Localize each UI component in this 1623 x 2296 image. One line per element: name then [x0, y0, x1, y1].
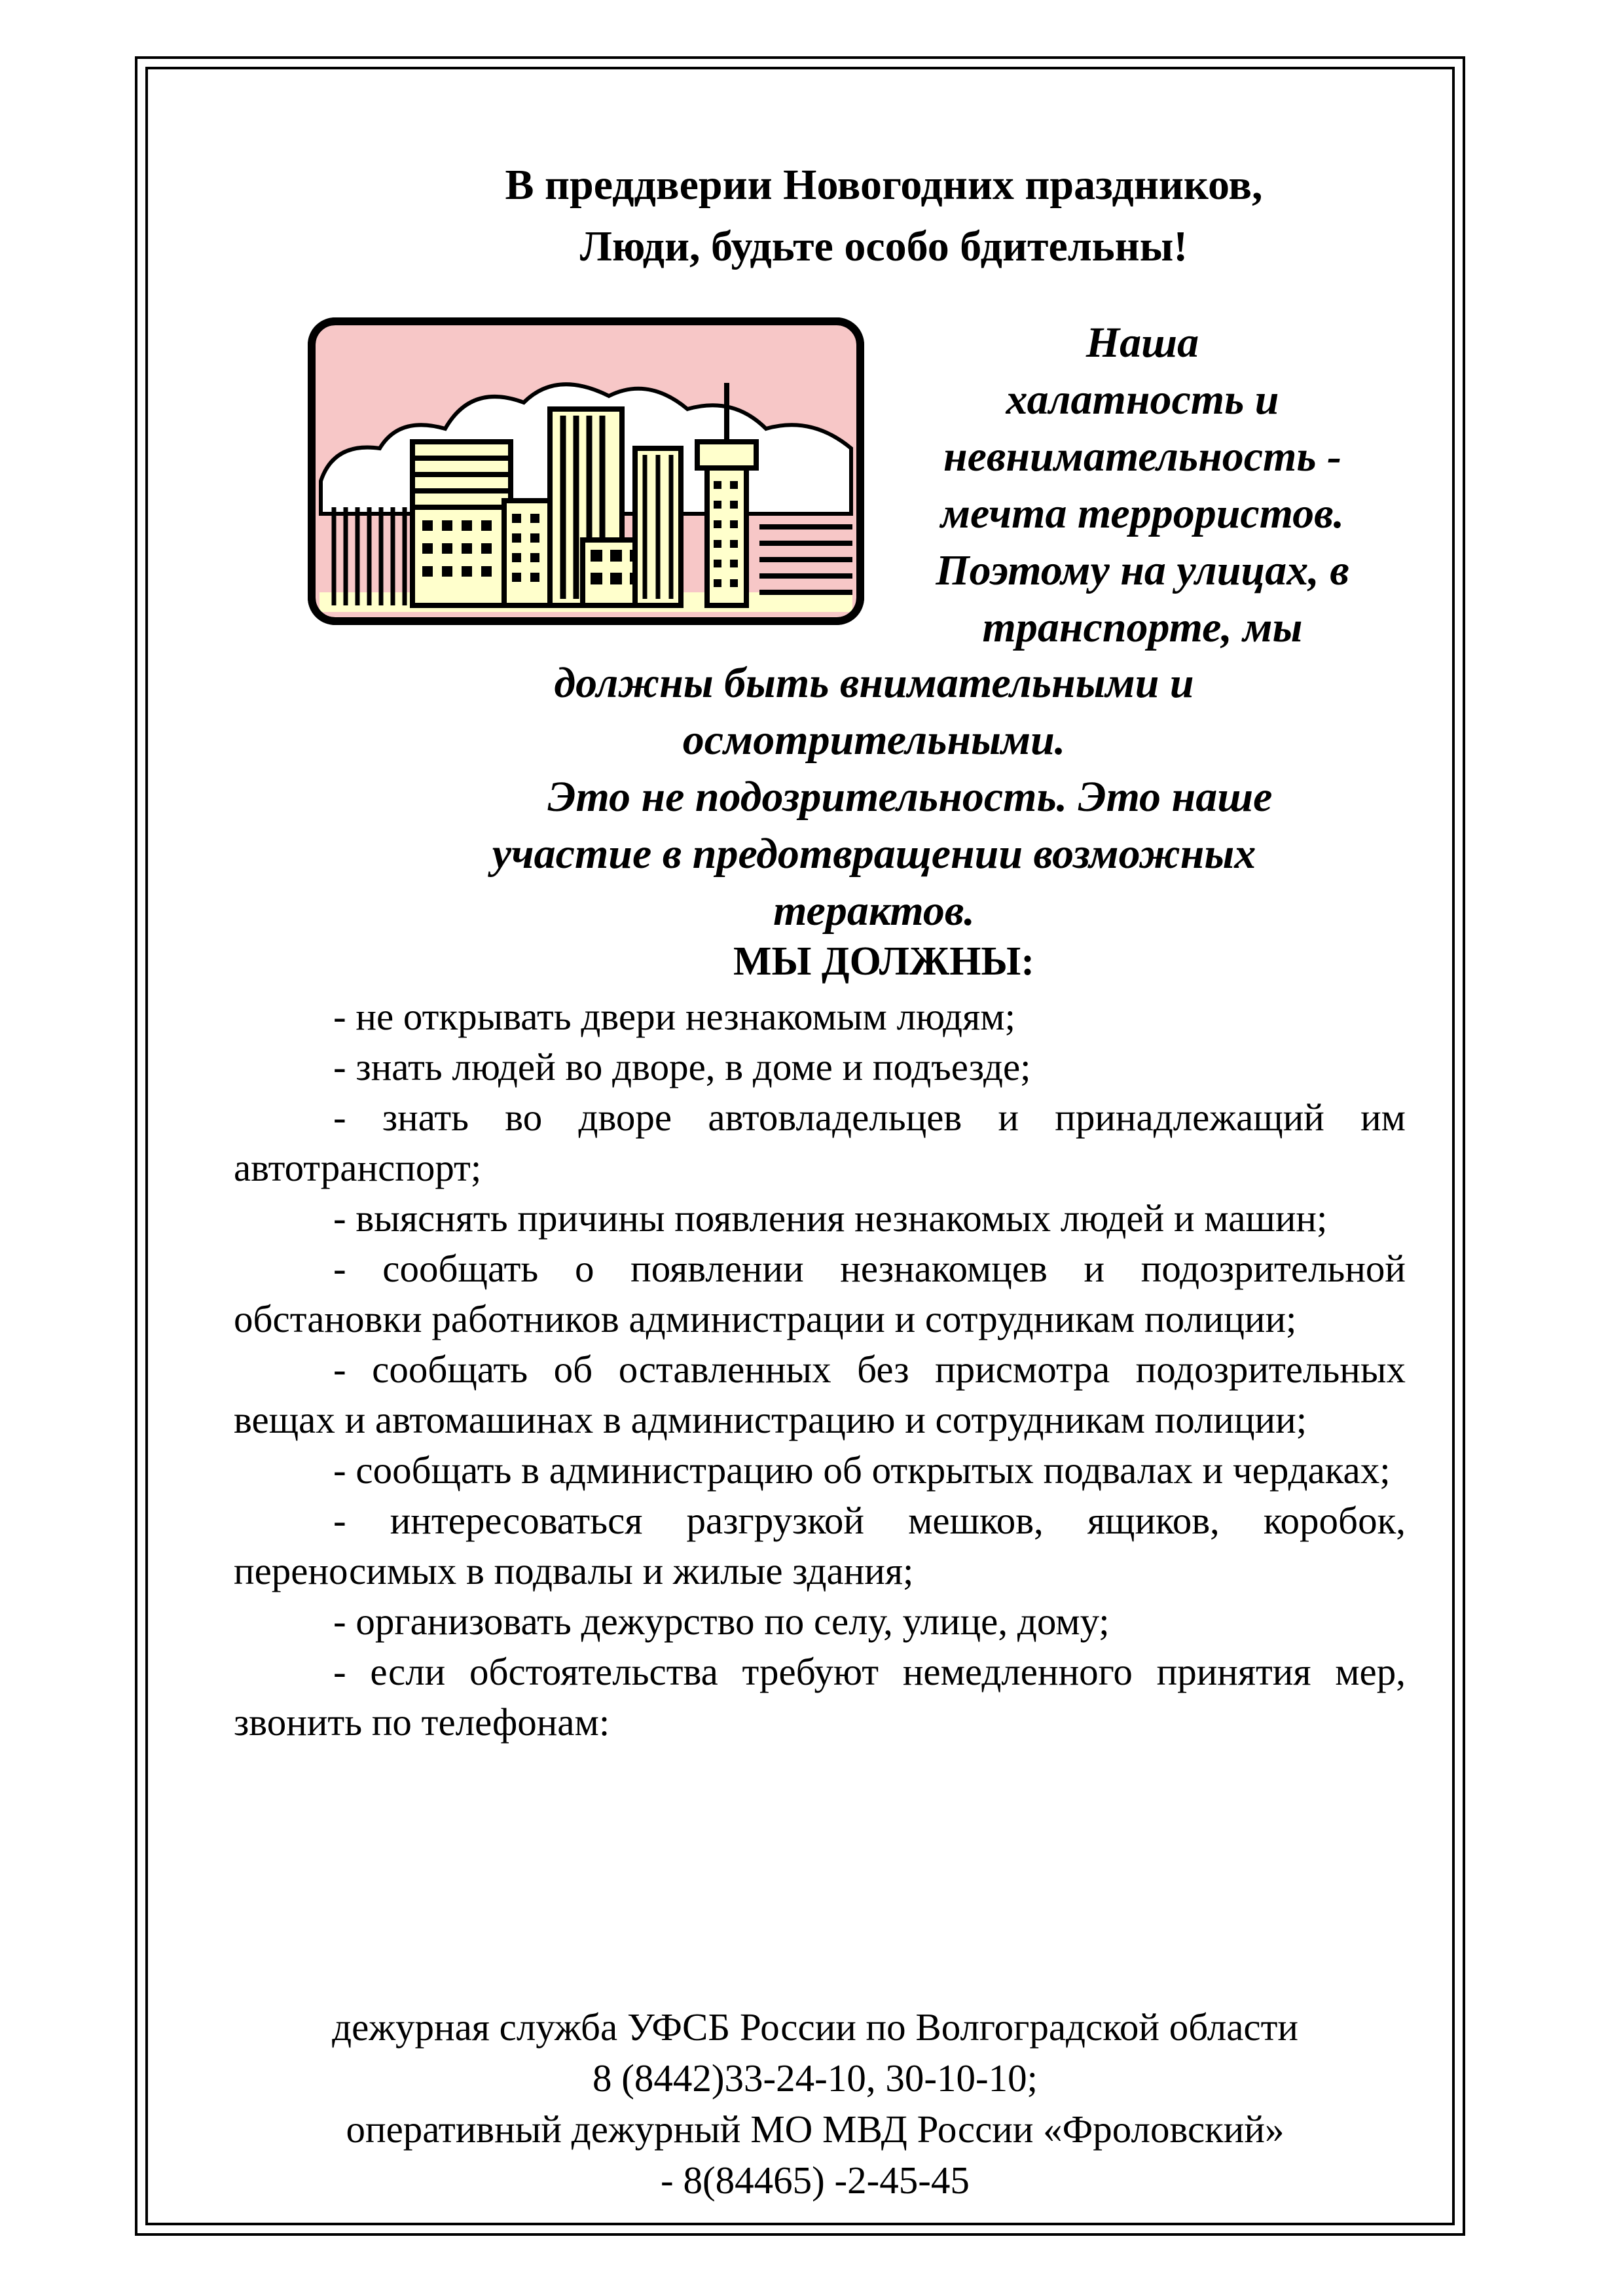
must-heading: МЫ ДОЛЖНЫ: — [733, 939, 1034, 984]
intro-line: халатность и — [1006, 376, 1279, 423]
contacts — [196, 2001, 1434, 2206]
intro-line: участие в предотвращении возможных — [492, 830, 1256, 878]
intro-text-right — [871, 314, 1414, 656]
title — [262, 154, 1506, 278]
contact-phone: 8 (8442)33-24-10, 30-10-10; — [592, 2056, 1038, 2100]
list-item: - выяснять причины появления незнакомых людей и машин; — [333, 1196, 1328, 1240]
contact-line: оперативный дежурный МО МВД России «Фроловский» — [346, 2108, 1285, 2151]
intro-line: терактов. — [773, 887, 975, 935]
intro-line: транспорте, мы — [982, 603, 1303, 651]
list-item: - организовать дежурство по селу, улице, дому; — [333, 1600, 1110, 1643]
intro-line: мечта террористов. — [940, 490, 1345, 537]
intro-line: осмотрительными. — [682, 716, 1066, 764]
contact-line: дежурная служба УФСБ России по Волгоградской области — [332, 2005, 1298, 2049]
city-skyline-icon — [308, 317, 864, 625]
list-item: - сообщать в администрацию об открытых подвалах и чердаках; — [333, 1448, 1391, 1492]
list-item: - если обстоятельства требуют немедленного принятия мер, звонить по телефонам: — [234, 1650, 1406, 1744]
title-line: Люди, будьте особо бдительны! — [579, 223, 1188, 270]
title-line: В преддверии Новогодних праздников, — [505, 161, 1263, 209]
list-item: - сообщать об оставленных без присмотра подозрительных вещах и автомашинах в администрацию и сотрудникам полиции; — [234, 1348, 1406, 1441]
list-item: - знать во дворе автовладельцев и принадлежащий им автотранспорт; — [234, 1096, 1406, 1189]
list-item: - интересоваться разгрузкой мешков, ящиков, коробок, переносимых в подвалы и жилые здания; — [234, 1499, 1406, 1592]
intro-line: невнимательность - — [943, 433, 1342, 480]
list-item: - сообщать о появлении незнакомцев и подозрительной обстановки работников администрации и сотрудникам полиции; — [234, 1247, 1406, 1340]
intro-line: Поэтому на улицах, в — [936, 547, 1349, 594]
intro-text-full — [367, 655, 1381, 939]
intro-line: Наша — [1085, 319, 1199, 367]
intro-line: должны быть внимательными и — [554, 659, 1194, 707]
list-item: - знать людей во дворе, в доме и подъезде; — [333, 1045, 1031, 1088]
contact-phone: - 8(84465) -2-45-45 — [661, 2159, 970, 2202]
duties-list — [234, 992, 1406, 1748]
list-item: - не открывать двери незнакомым людям; — [333, 995, 1016, 1038]
intro-line: Это не подозрительность. Это наше — [547, 773, 1273, 821]
